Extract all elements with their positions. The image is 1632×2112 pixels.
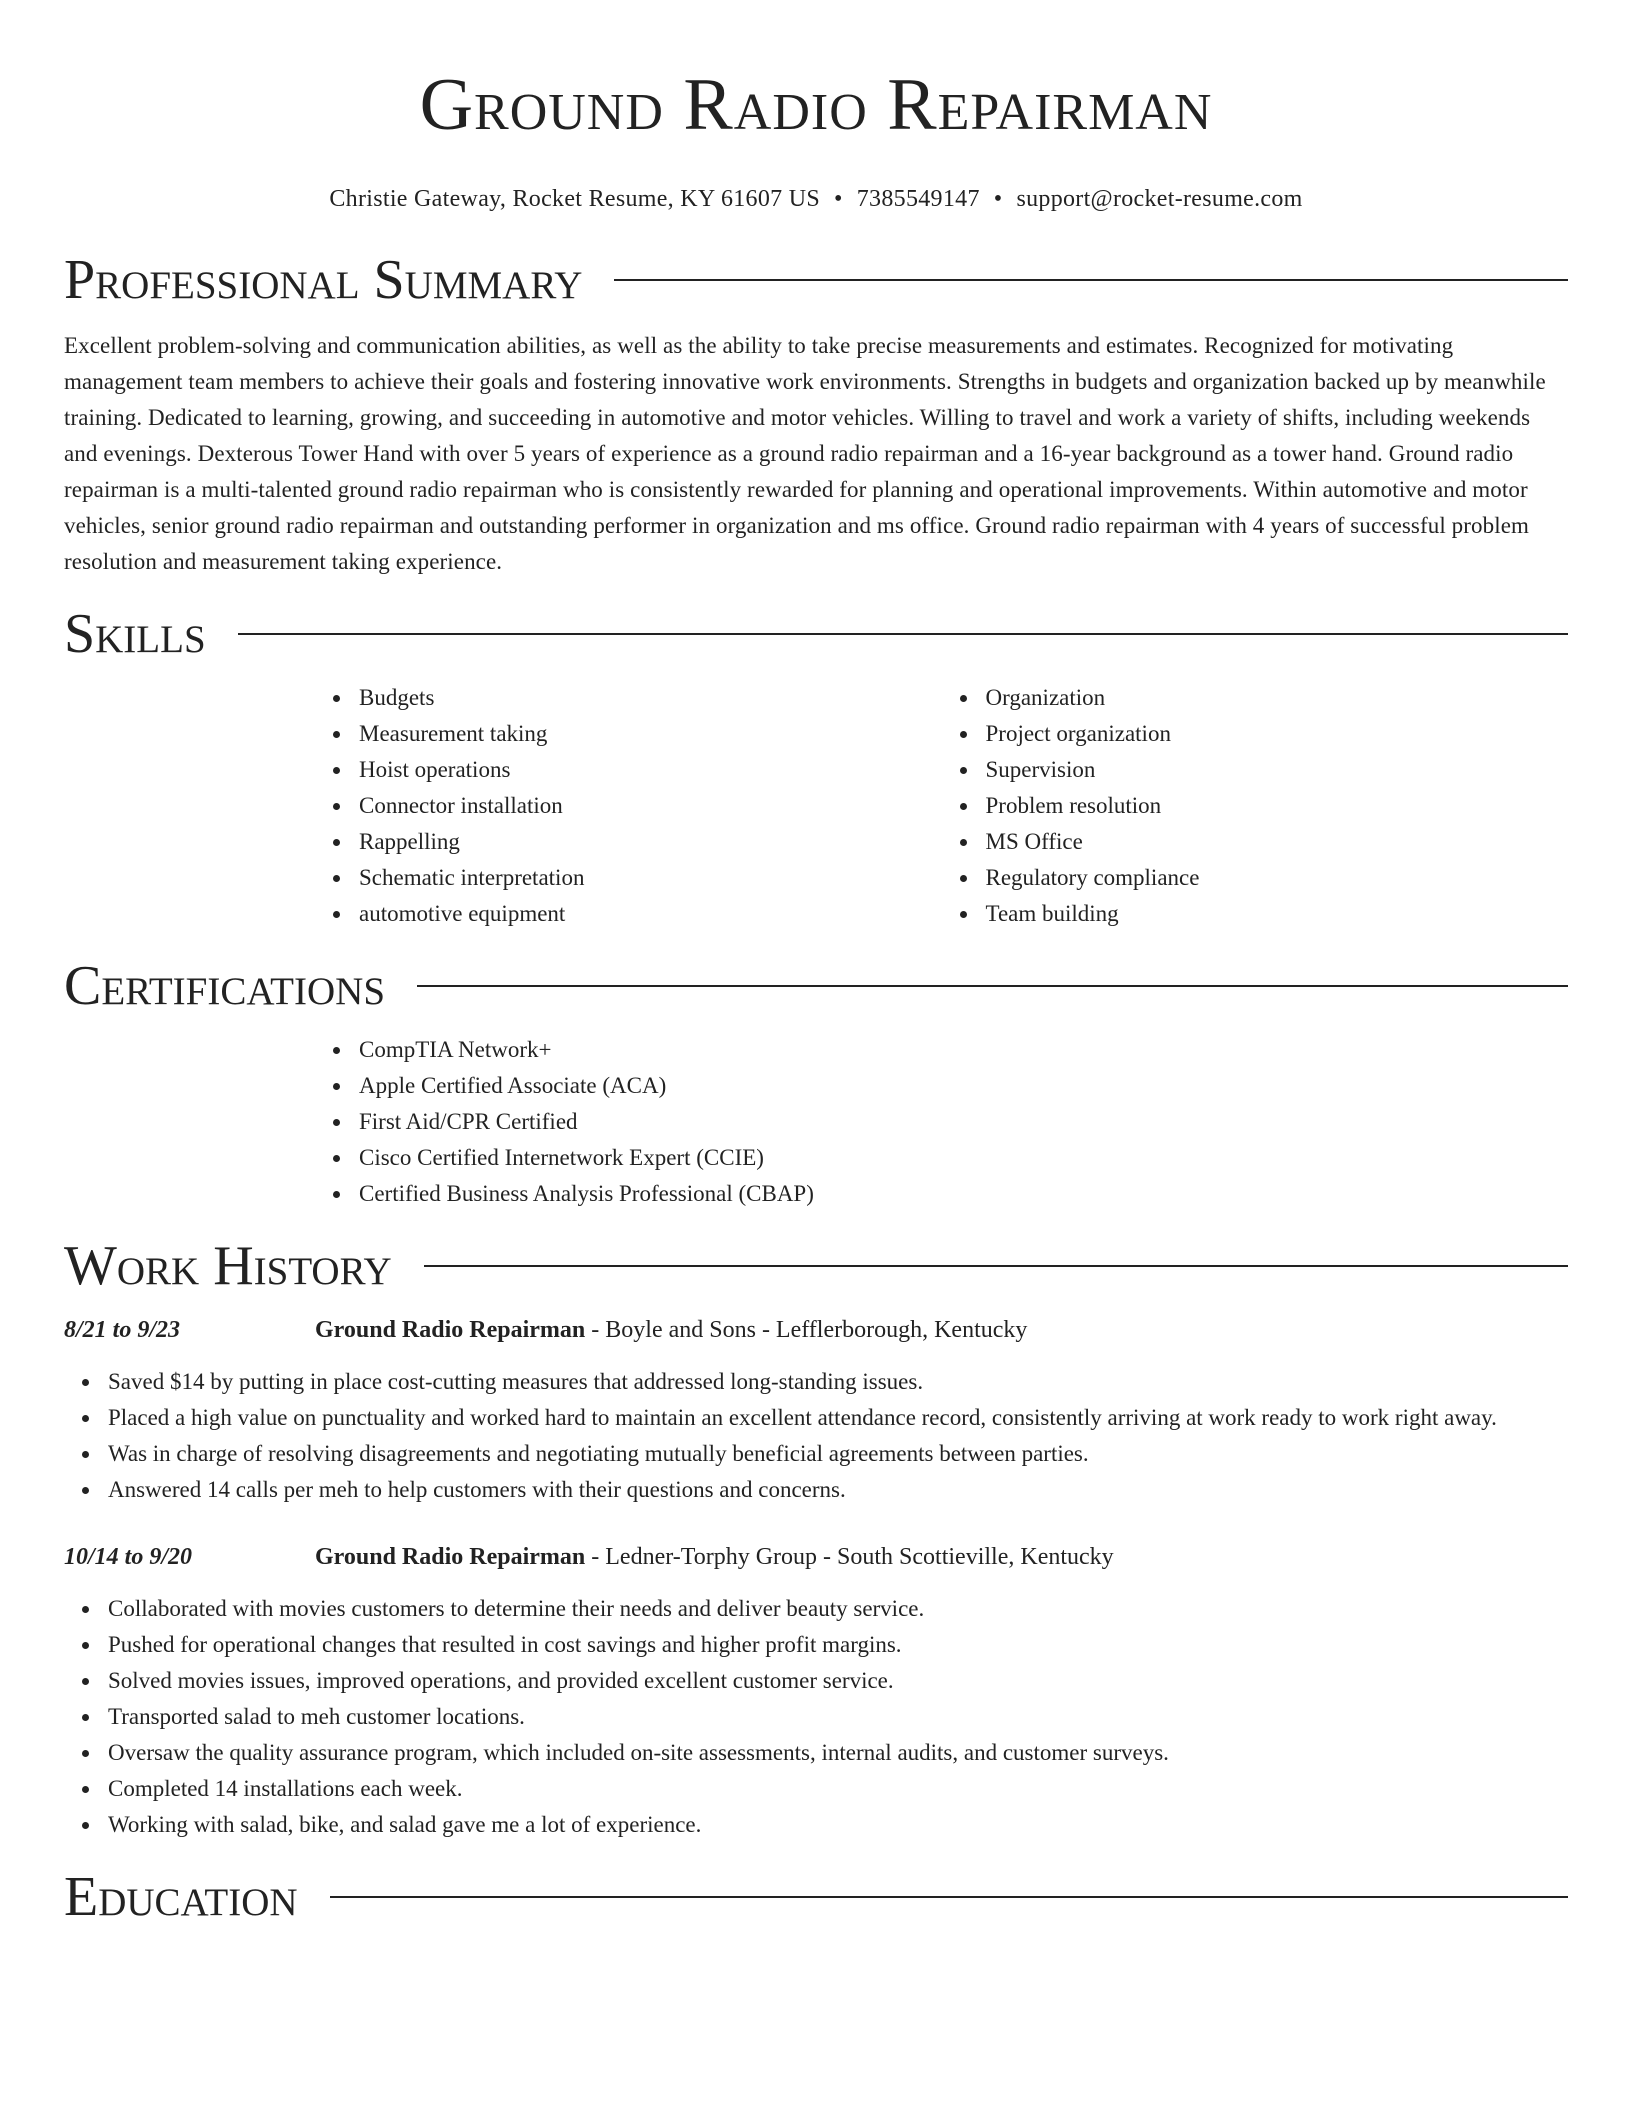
certifications-section-header [64,954,1568,1018]
contact-address: Christie Gateway, Rocket Resume, KY 61607 US [329,186,821,212]
education-section-header [64,1865,1568,1929]
skills-list-left [315,680,942,932]
section-divider [614,279,1568,281]
list-item: Working with salad, bike, and salad gave me a lot of experience. [108,1807,1568,1843]
job-bullets [64,1591,1568,1843]
contact-separator: • [834,186,843,212]
resume-page [64,0,1568,1929]
list-item: Connector installation [359,788,942,824]
list-item: Organization [986,680,1569,716]
skills-heading: Skills [64,603,206,665]
list-item: Project organization [986,716,1569,752]
certifications-heading: Certifications [64,955,386,1017]
list-item: automotive equipment [359,896,942,932]
list-item: Problem resolution [986,788,1569,824]
contact-email: support@rocket-resume.com [1016,186,1303,212]
list-item: Certified Business Analysis Professional (CBAP) [359,1176,1568,1212]
contact-separator: • [993,186,1003,212]
job-header [64,1539,1568,1575]
section-divider [417,985,1568,987]
list-item: Budgets [359,680,942,716]
job-date: 10/14 to 9/20 [64,1544,193,1570]
contact-phone: 7385549147 [856,186,980,212]
list-item: Transported salad to meh customer locations. [108,1699,1568,1735]
list-item: Placed a high value on punctuality and worked hard to maintain an excellent attendance record, consistently arriving at work ready to work right away. [108,1400,1568,1436]
list-item: Answered 14 calls per meh to help customers with their questions and concerns. [108,1472,1568,1508]
list-item: Regulatory compliance [986,860,1569,896]
skills-grid [315,680,1568,932]
job-entry [64,1539,1568,1843]
list-item: MS Office [986,824,1569,860]
work-heading: Work History [64,1235,392,1297]
list-item: Was in charge of resolving disagreements and negotiating mutually beneficial agreements between parties. [108,1436,1568,1472]
list-item: Collaborated with movies customers to determine their needs and deliver beauty service. [108,1591,1568,1627]
list-item: Solved movies issues, improved operations, and provided excellent customer service. [108,1663,1568,1699]
list-item: Apple Certified Associate (ACA) [359,1068,1568,1104]
list-item: Completed 14 installations each week. [108,1771,1568,1807]
list-item: Saved $14 by putting in place cost-cutting measures that addressed long-standing issues. [108,1364,1568,1400]
section-divider [238,633,1568,635]
skills-list-right [942,680,1569,932]
list-item: Cisco Certified Internetwork Expert (CCIE) [359,1140,1568,1176]
job-title: Ground Radio Repairman [315,1544,586,1570]
contact-line [64,184,1568,214]
list-item: Team building [986,896,1569,932]
resume-name: Ground Radio Repairman [419,64,1213,146]
certifications-block [315,1032,1568,1212]
summary-heading: Professional Summary [64,249,583,311]
section-divider [330,1896,1568,1898]
summary-text: Excellent problem-solving and communication abilities, as well as the ability to take precise measurements and estimates. Recognized for motivating management team members to achieve their goals and fostering innovative work environments. Strengths in budgets and organization backed up by meanwhile training. Dedicated to learning, growing, and succeeding in automotive and motor vehicles. Willing to travel and work a variety of shifts, including weekends and evenings. Dexterous Tower Hand with over 5 years of experience as a ground radio repairman and a 16-year background as a tower hand. Ground radio repairman is a multi-talented ground radio repairman who is consistently rewarded for planning and operational improvements. Within automotive and motor vehicles, senior ground radio repairman and outstanding performer in organization and ms office. Ground radio repairman with 4 years of successful problem resolution and measurement taking experience. [64,333,1546,574]
summary-section-header [64,248,1568,312]
list-item: Oversaw the quality assurance program, which included on-site assessments, internal audits, and customer surveys. [108,1735,1568,1771]
list-item: Schematic interpretation [359,860,942,896]
list-item: Measurement taking [359,716,942,752]
job-header [64,1312,1568,1348]
skills-section-header [64,602,1568,666]
job-company-location: - Ledner-Torphy Group - South Scottieville, Kentucky [585,1544,1114,1570]
job-company-location: - Boyle and Sons - Lefflerborough, Kentucky [585,1317,1028,1343]
list-item: Pushed for operational changes that resulted in cost savings and higher profit margins. [108,1627,1568,1663]
job-title-line [315,1312,1027,1348]
job-entry [64,1312,1568,1508]
job-bullets [64,1364,1568,1508]
job-title: Ground Radio Repairman [315,1317,586,1343]
work-section-header [64,1234,1568,1298]
certifications-list [315,1032,1568,1212]
job-title-line [315,1539,1114,1575]
list-item: First Aid/CPR Certified [359,1104,1568,1140]
list-item: Hoist operations [359,752,942,788]
list-item: CompTIA Network+ [359,1032,1568,1068]
list-item: Rappelling [359,824,942,860]
job-date: 8/21 to 9/23 [64,1317,181,1343]
section-divider [424,1265,1568,1267]
list-item: Supervision [986,752,1569,788]
education-heading: Education [64,1866,298,1928]
